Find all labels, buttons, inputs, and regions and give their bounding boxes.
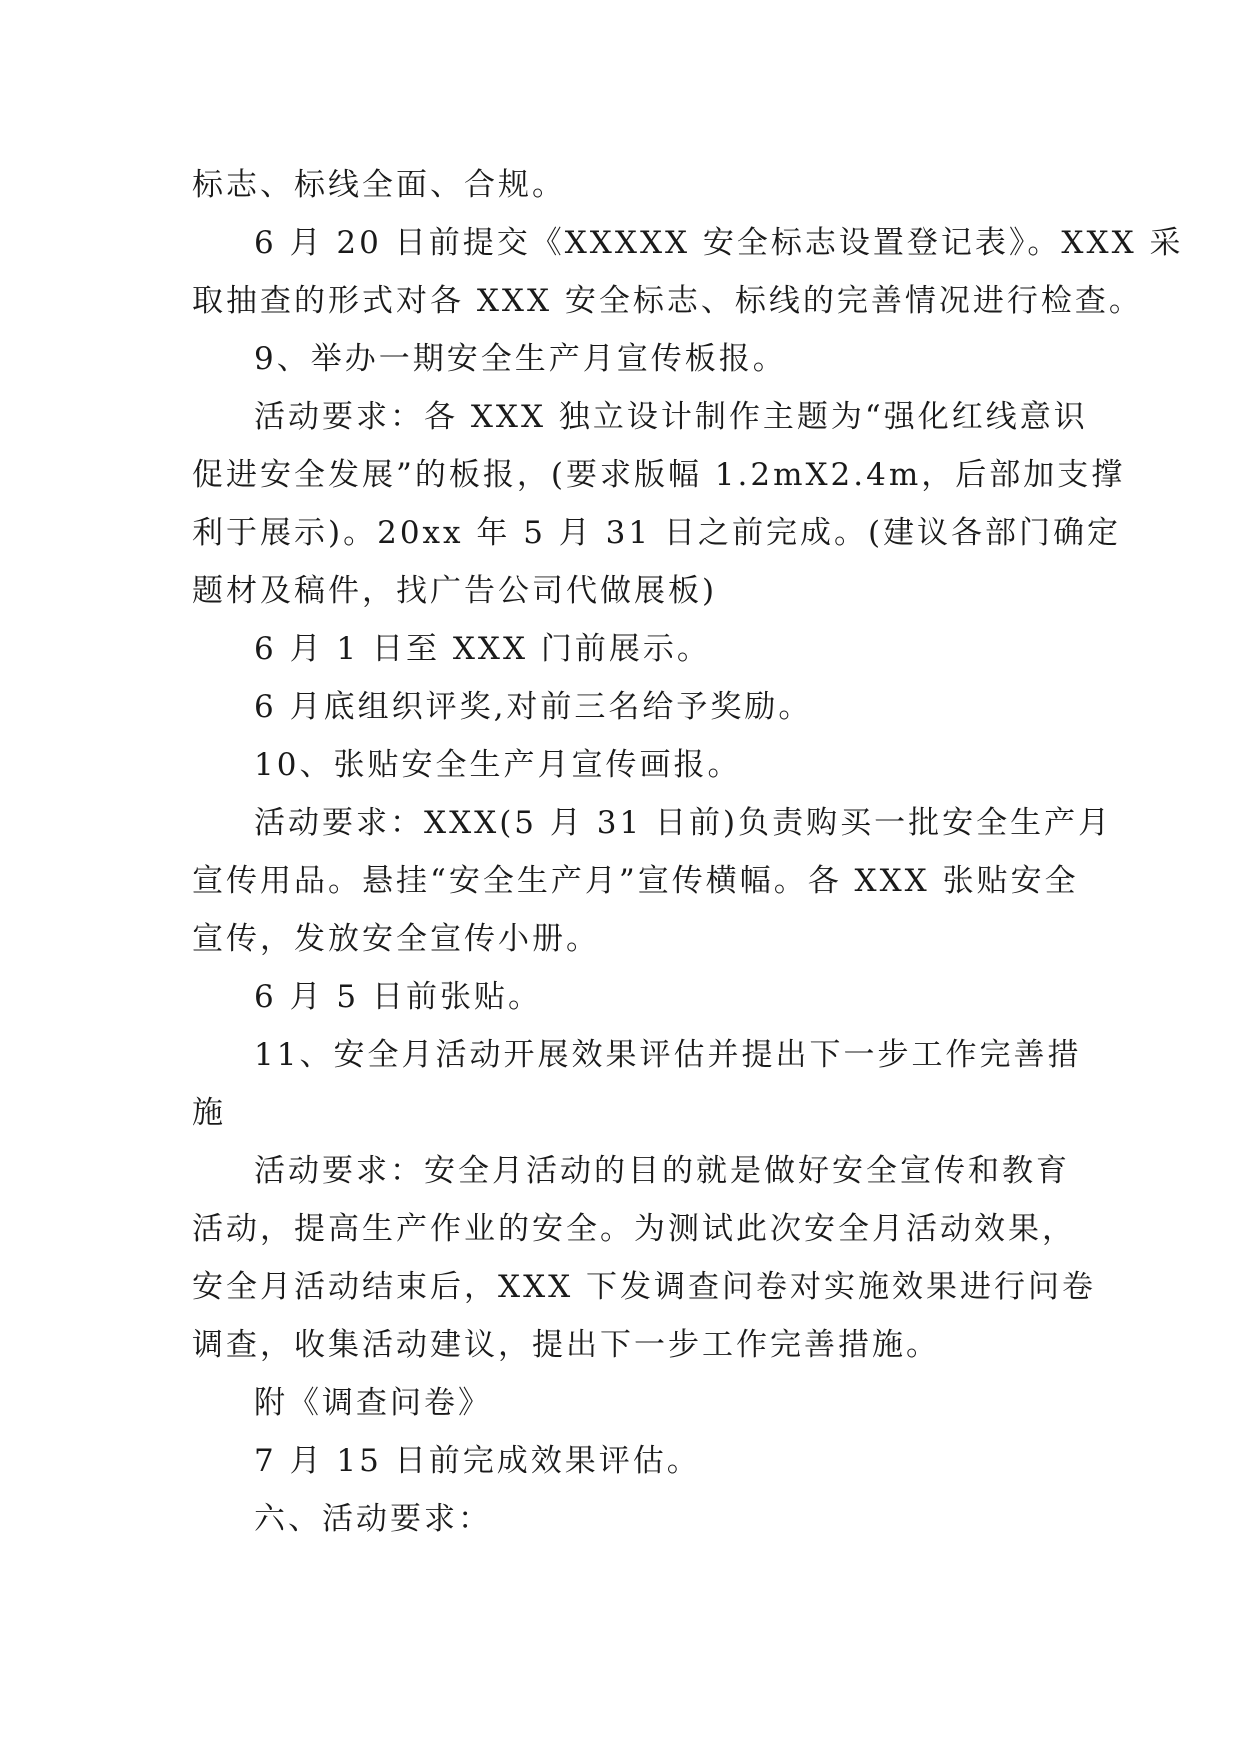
- paragraph-line: 附《调查问卷》: [254, 1385, 492, 1421]
- paragraph-line: 调查，收集活动建议，提出下一步工作完善措施。: [192, 1327, 940, 1363]
- paragraph-line: 题材及稿件，找广告公司代做展板): [192, 573, 718, 609]
- paragraph-line: 标志、标线全面、合规。: [192, 167, 566, 203]
- paragraph-line: 宣传，发放安全宣传小册。: [192, 921, 600, 957]
- paragraph-line: 7 月 15 日前完成效果评估。: [254, 1443, 701, 1479]
- paragraph-line: 6 月底组织评奖,对前三名给予奖励。: [254, 689, 813, 725]
- paragraph-line: 安全月活动结束后，XXX 下发调查问卷对实施效果进行问卷: [192, 1269, 1097, 1305]
- paragraph-line: 活动要求：安全月活动的目的就是做好安全宣传和教育: [254, 1153, 1070, 1189]
- section-heading: 9、举办一期安全生产月宣传板报。: [254, 341, 787, 377]
- document-body: [192, 156, 1184, 1548]
- paragraph-line: 促进安全发展”的板报，(要求版幅 1.2mX2.4m，后部加支撑: [192, 457, 1126, 493]
- paragraph-line: 6 月 1 日至 XXX 门前展示。: [254, 631, 711, 667]
- paragraph-line: 活动要求：各 XXX 独立设计制作主题为“强化红线意识: [254, 399, 1088, 435]
- paragraph-line: 6 月 5 日前张贴。: [254, 979, 543, 1015]
- section-heading: 11、安全月活动开展效果评估并提出下一步工作完善措: [254, 1037, 1082, 1073]
- paragraph-line: 利于展示)。20xx 年 5 月 31 日之前完成。(建议各部门确定: [192, 515, 1122, 551]
- paragraph-line: 宣传用品。悬挂“安全生产月”宣传横幅。各 XXX 张贴安全: [192, 863, 1079, 899]
- paragraph-line: 活动，提高生产作业的安全。为测试此次安全月活动效果，: [192, 1211, 1076, 1247]
- section-heading: 六、活动要求：: [254, 1501, 492, 1537]
- paragraph-line: 取抽查的形式对各 XXX 安全标志、标线的完善情况进行检查。: [192, 283, 1143, 319]
- paragraph-line: 6 月 20 日前提交《XXXXX 安全标志设置登记表》。XXX 采: [254, 225, 1184, 261]
- paragraph-line: 活动要求：XXX(5 月 31 日前)负责购买一批安全生产月: [254, 805, 1113, 841]
- section-heading: 施: [192, 1095, 226, 1131]
- section-heading: 10、张贴安全生产月宣传画报。: [254, 747, 742, 783]
